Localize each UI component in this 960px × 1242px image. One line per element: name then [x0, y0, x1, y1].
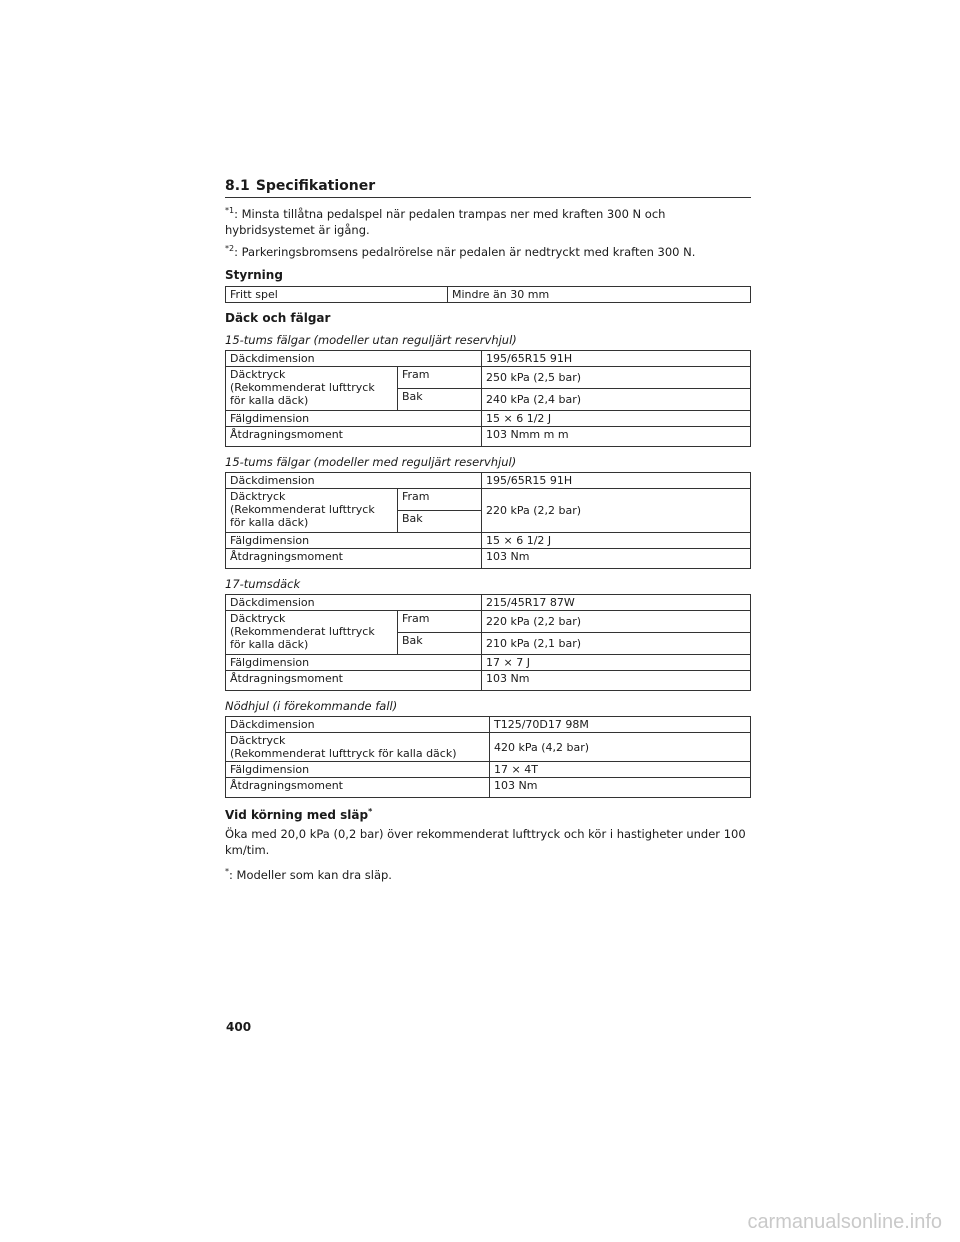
table-row — [226, 671, 751, 691]
page-number: 400 — [226, 1020, 252, 1034]
torque-value: 103 Nm — [482, 549, 751, 569]
rim-value: 15 × 6 1/2 J — [482, 533, 751, 549]
pressure-label: Däcktryck (Rekommenderat lufttryck för kalla däck) — [226, 733, 490, 762]
trailer-text: Öka med 20,0 kPa (0,2 bar) över rekommenderat lufttryck och kör i hastigheter under 100 km/tim. — [225, 827, 746, 857]
section-title — [225, 178, 751, 198]
torque-value: 103 Nm — [490, 778, 751, 798]
dim-label: Däckdimension — [226, 473, 482, 489]
footnote-1 — [225, 206, 751, 238]
free-play-value: Mindre än 30 mm — [448, 287, 751, 303]
dim-label: Däckdimension — [226, 351, 482, 367]
front-value: 250 kPa (2,5 bar) — [482, 367, 751, 389]
pressure-label: Däcktryck (Rekommenderat lufttryck för kalla däck) — [226, 489, 398, 533]
rim-label: Fälgdimension — [226, 762, 490, 778]
trailer-note-text: : Modeller som kan dra släp. — [229, 867, 392, 882]
styrning-heading: Styrning — [225, 268, 283, 282]
table-row — [226, 473, 751, 489]
torque-label: Åtdragningsmoment — [226, 427, 482, 447]
table2-title: 15-tums fälgar (modeller med reguljärt reservhjul) — [225, 455, 517, 469]
rim-label: Fälgdimension — [226, 411, 482, 427]
rear-label: Bak — [398, 633, 482, 655]
table-row — [226, 367, 751, 389]
rim-label: Fälgdimension — [226, 533, 482, 549]
table-row — [226, 611, 751, 633]
dim-value: 215/45R17 87W — [482, 595, 751, 611]
table-row — [226, 489, 751, 511]
trailer-note-mark: * — [225, 867, 229, 876]
table-row — [226, 717, 751, 733]
rim-value: 15 × 6 1/2 J — [482, 411, 751, 427]
pressure-value: 420 kPa (4,2 bar) — [490, 733, 751, 762]
tire-table-4 — [225, 716, 751, 798]
rear-value: 240 kPa (2,4 bar) — [482, 389, 751, 411]
torque-value: 103 Nmm m m — [482, 427, 751, 447]
rim-value: 17 × 4T — [490, 762, 751, 778]
table-row — [226, 762, 751, 778]
styrning-table — [225, 286, 751, 303]
rim-label: Fälgdimension — [226, 655, 482, 671]
section-name: Specifikationer — [255, 178, 376, 194]
rear-label: Bak — [398, 511, 482, 533]
torque-value: 103 Nm — [482, 671, 751, 691]
trailer-heading-mark: * — [368, 807, 373, 816]
front-value: 220 kPa (2,2 bar) — [482, 611, 751, 633]
trailer-note — [225, 864, 751, 883]
footnote-1-mark: *1 — [225, 206, 235, 216]
rear-value: 210 kPa (2,1 bar) — [482, 633, 751, 655]
table-row — [226, 411, 751, 427]
footnote-1-text: : Minsta tillåtna pedalspel när pedalen trampas ner med kraften 300 N och hybridsystemet är igång. — [225, 207, 666, 237]
tire-table-1 — [225, 350, 751, 447]
front-label: Fram — [398, 611, 482, 633]
dim-label: Däckdimension — [226, 717, 490, 733]
table-row — [226, 351, 751, 367]
footnote-2 — [225, 244, 751, 260]
front-label: Fram — [398, 367, 482, 389]
footnote-2-mark: *2 — [225, 244, 235, 254]
section-number: 8.1 — [225, 178, 250, 194]
dim-label: Däckdimension — [226, 595, 482, 611]
table4-title: Nödhjul (i förekommande fall) — [225, 699, 398, 713]
table-row — [226, 778, 751, 798]
table-row — [226, 549, 751, 569]
dim-value: T125/70D17 98M — [490, 717, 751, 733]
torque-label: Åtdragningsmoment — [226, 549, 482, 569]
table-row — [226, 595, 751, 611]
free-play-label: Fritt spel — [226, 287, 448, 303]
pressure-label: Däcktryck (Rekommenderat lufttryck för kalla däck) — [226, 367, 398, 411]
tire-table-2 — [225, 472, 751, 569]
front-label: Fram — [398, 489, 482, 511]
table3-title: 17-tumsdäck — [225, 577, 301, 591]
tires-heading: Däck och fälgar — [225, 311, 331, 325]
trailer-heading — [225, 808, 751, 822]
rim-value: 17 × 7 J — [482, 655, 751, 671]
dim-value: 195/65R15 91H — [482, 473, 751, 489]
tire-table-3 — [225, 594, 751, 691]
page-content — [225, 178, 751, 883]
rear-label: Bak — [398, 389, 482, 411]
table1-title: 15-tums fälgar (modeller utan reguljärt reservhjul) — [225, 333, 517, 347]
table-row — [226, 655, 751, 671]
pressure-value: 220 kPa (2,2 bar) — [482, 489, 751, 533]
dim-value: 195/65R15 91H — [482, 351, 751, 367]
footnote-2-text: : Parkeringsbromsens pedalrörelse när pedalen är nedtryckt med kraften 300 N. — [234, 245, 696, 259]
trailer-heading-text: Vid körning med släp — [225, 808, 369, 822]
pressure-label: Däcktryck (Rekommenderat lufttryck för kalla däck) — [226, 611, 398, 655]
table-row — [226, 733, 751, 762]
table-row — [226, 427, 751, 447]
watermark: carmanualsonline.info — [747, 1211, 942, 1233]
table-row — [226, 287, 751, 303]
table-row — [226, 533, 751, 549]
torque-label: Åtdragningsmoment — [226, 778, 490, 798]
torque-label: Åtdragningsmoment — [226, 671, 482, 691]
